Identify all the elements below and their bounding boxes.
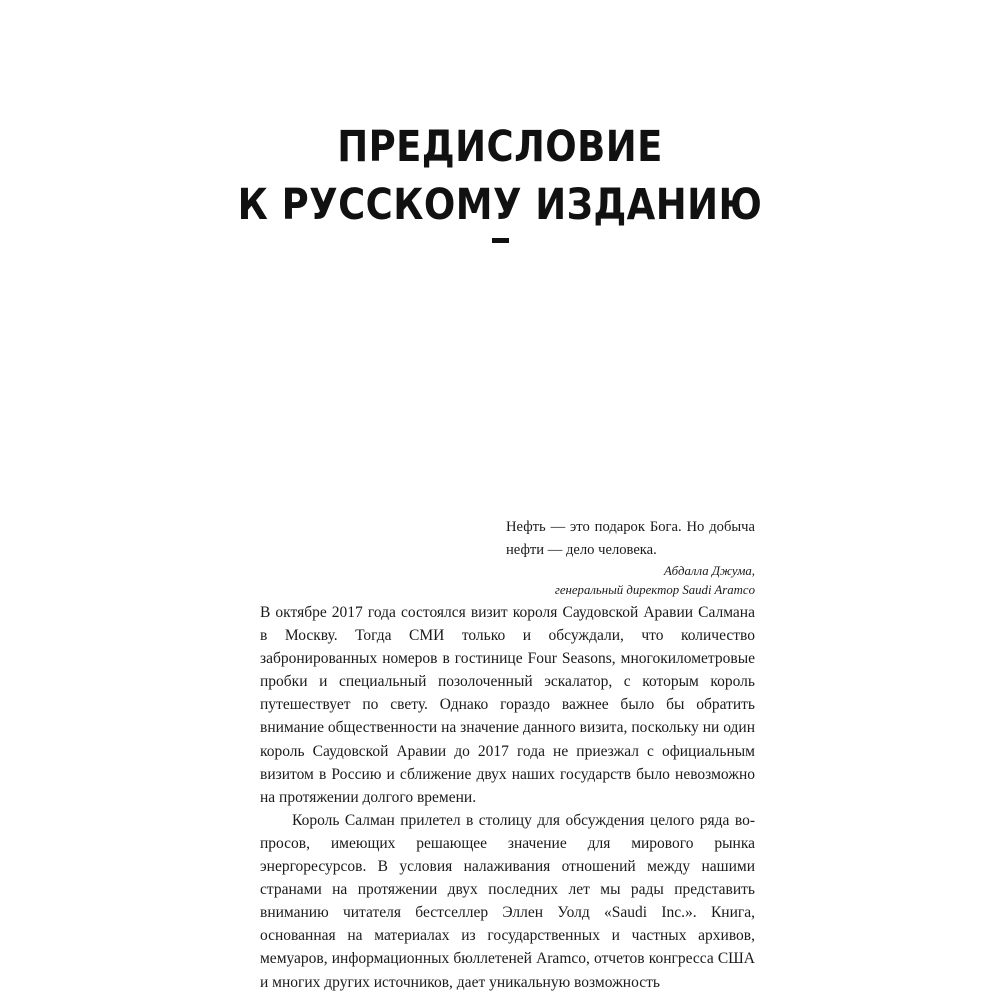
chapter-title — [0, 118, 1000, 234]
epigraph-quote: Нефть — это подарок Бога. Но добыча нефти — дело человека. — [506, 519, 755, 558]
epigraph-author-title: генеральный директор Saudi Aramco — [554, 583, 755, 597]
body-text — [260, 601, 755, 994]
title-dash-ornament — [492, 238, 509, 243]
paragraph: Король Салман прилетел в столицу для обсуждения целого ряда вопросов, имеющих решающее значение для мирового рынка энергоресурсов. В условия налаживания отношений между нашими странами на протяжении двух последних лет мы рады представить вниманию читателя бестселлер Эллен Уолд «Saudi Inc.». Книга, основанная на материалах из государственных и частных архивов, мемуаров, информационных бюллетеней Aramco, отчетов конгресса США и многих других источников, дает уникальную возможность — [260, 811, 755, 991]
chapter-title-line-2: К РУССКОМУ ИЗДАНИЮ — [237, 180, 763, 230]
chapter-title-line-1: ПРЕДИСЛОВИЕ — [337, 122, 663, 172]
epigraph — [506, 516, 755, 600]
paragraph: В октябре 2017 года состоялся визит короля Саудовской Аравии Салмана в Москву. Тогда СМИ только и обсуждали, что количество забронированных номеров в гостинице Four Seasons, многокилометровые пробки и специальный позолоченный эскалатор, с которым король путешествует по свету. Однако гораздо важнее было бы обратить внимание общественности на значение данного визита, поскольку ни один король Саудовской Аравии до 2017 года не приезжал с официальным визитом в Россию и сближение двух наших государств было невозможно на протяжении долгого времени. — [260, 604, 755, 806]
epigraph-author-name: Абдалла Джума, — [663, 564, 755, 578]
